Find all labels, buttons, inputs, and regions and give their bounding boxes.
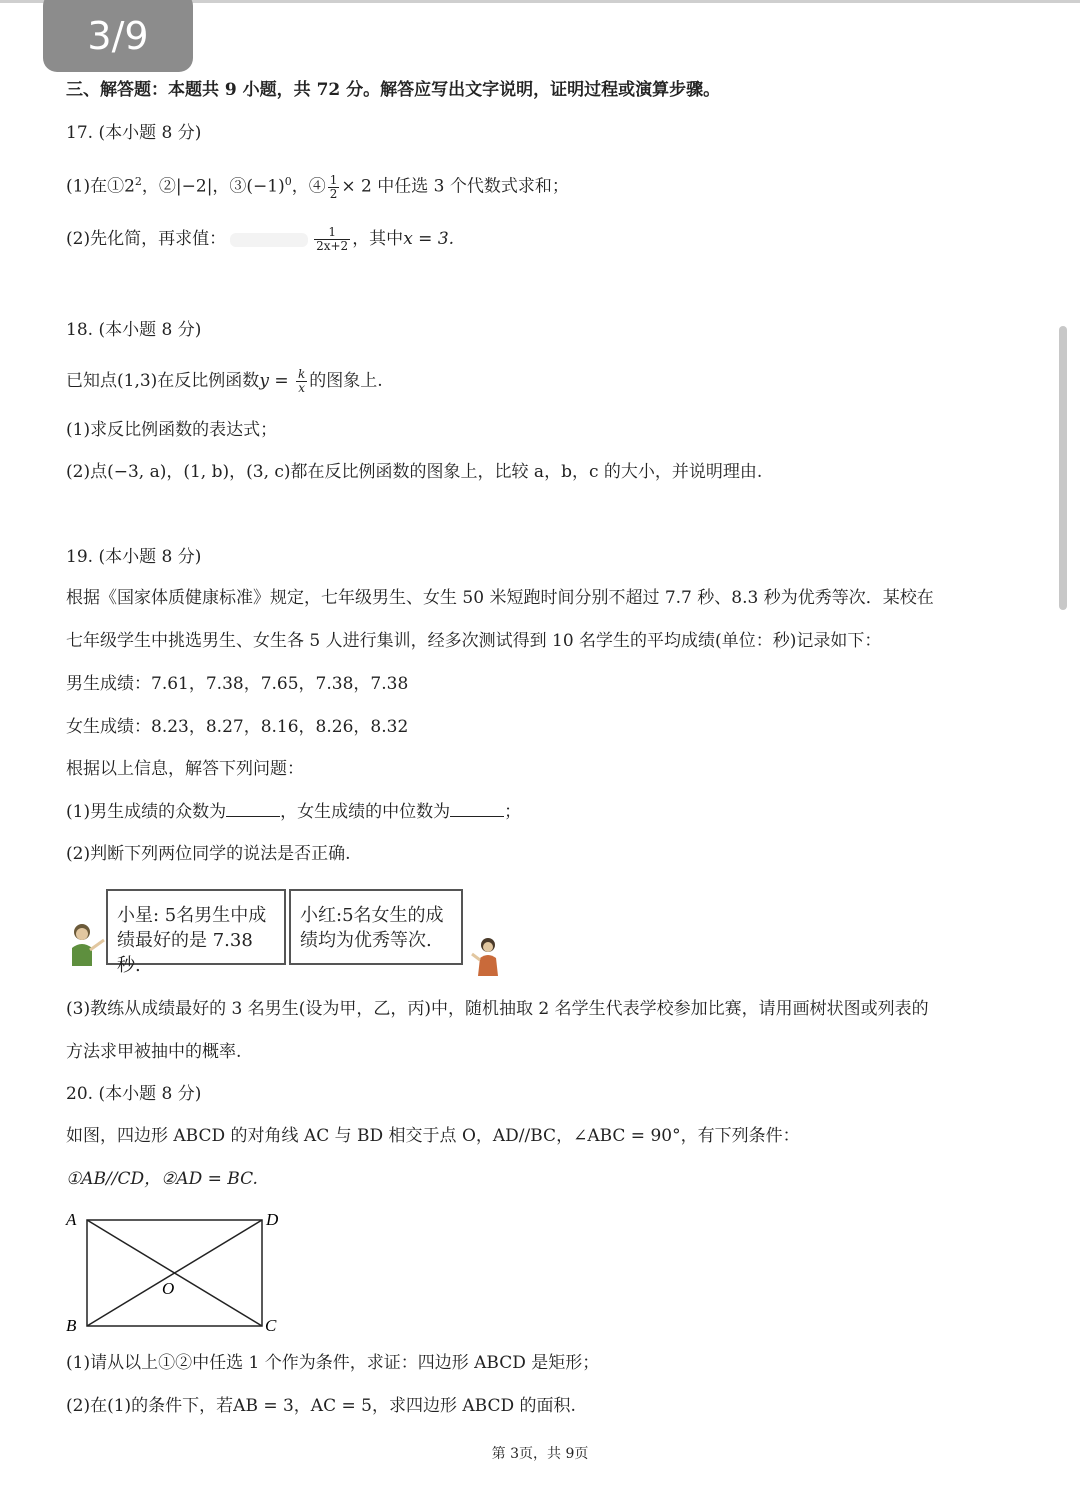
q19-boys-scores: 男生成绩：7.61，7.38，7.65，7.38，7.38 (66, 674, 409, 694)
blurred-expression (230, 233, 308, 247)
q19-part2: (2)判断下列两位同学的说法是否正确. (66, 844, 351, 864)
q19-intro-line1: 根据《国家体质健康标准》规定，七年级男生、女生 50 米短跑时间分别不超过 7.7 秒、8.3 秒为优秀等次．某校在 (66, 588, 934, 608)
q18-intro: 已知点(1,3)在反比例函数y = $\frac{k}{x}$ 的图象上. (66, 367, 383, 395)
rectangle-abcd-diagram (60, 1205, 300, 1340)
fraction-expression: $\frac{1}{2x+2}$ (316, 225, 349, 253)
label-b: B (66, 1316, 77, 1335)
q19-part1: (1)男生成绩的众数为 ，女生成绩的中位数为 ； (66, 802, 522, 822)
q17-header: 17. (本小题 8 分) (66, 123, 202, 143)
answer-blank-1 (226, 800, 280, 817)
scrollbar-thumb[interactable] (1059, 326, 1067, 610)
q20-intro: 如图，四边形 ABCD 的对角线 AC 与 BD 相交于点 O，AD//BC，∠ABC = 90°，有下列条件： (66, 1126, 800, 1146)
q20-conditions: ①AB//CD，②AD = BC. (66, 1169, 258, 1189)
section-title: 三、解答题：本题共 9 小题，共 72 分。解答应写出文字说明，证明过程或演算步骤。 (66, 80, 721, 100)
q20-header: 20. (本小题 8 分) (66, 1084, 202, 1104)
q20-part1: (1)请从以上①②中任选 1 个作为条件，求证：四边形 ABCD 是矩形； (66, 1353, 600, 1373)
answer-blank-2 (450, 800, 504, 817)
girl-figure-icon (470, 936, 504, 980)
label-c: C (265, 1316, 277, 1335)
page-indicator-badge: 3/9 (43, 0, 193, 72)
q20-part2: (2)在(1)的条件下，若AB = 3，AC = 5，求四边形 ABCD 的面积. (66, 1396, 576, 1416)
q19-intro-line2: 七年级学生中挑选男生、女生各 5 人进行集训，经多次测试得到 10 名学生的平均成绩(单位：秒)记录如下： (66, 631, 882, 651)
page-footer: 第 3页，共 9页 (491, 1446, 589, 1462)
boy-figure-icon (64, 920, 108, 970)
q19-ask: 根据以上信息，解答下列问题： (66, 759, 304, 779)
speech-bubble-xiaohong: 小红:5名女生的成 绩均为优秀等次. (289, 889, 463, 965)
q17-part1: (1)在$①2^2$，②|−2|，$③(-1)^0$，④ $\frac{1}{2}$ × 2 中任选 3 个代数式求和； (66, 172, 569, 201)
label-a: A (66, 1210, 77, 1229)
q19-part3-line2: 方法求甲被抽中的概率. (66, 1042, 242, 1062)
q19-girls-scores: 女生成绩：8.23，8.27，8.16，8.26，8.32 (66, 717, 409, 737)
q19-header: 19. (本小题 8 分) (66, 547, 202, 567)
fraction-k-over-x: $\frac{k}{x}$ (297, 367, 306, 395)
label-d: D (266, 1210, 279, 1229)
q17-part2: (2)先化简，再求值： $\frac{1}{2x+2}$ ，其中x = 3. (66, 225, 455, 253)
label-o: O (162, 1279, 175, 1298)
fraction-one-half: $\frac{1}{2}$ (329, 172, 338, 201)
q19-part3-line1: (3)教练从成绩最好的 3 名男生(设为甲，乙，丙)中，随机抽取 2 名学生代表学校参加比赛，请用画树状图或列表的 (66, 999, 929, 1019)
speech-bubble-xiaoxing: 小星: 5名男生中成 绩最好的是 7.38 秒. (106, 889, 286, 965)
q18-part2: (2)点(−3, a)，(1, b)，(3, c)都在反比例函数的图象上，比较 a，b，c 的大小，并说明理由. (66, 462, 763, 482)
q18-header: 18. (本小题 8 分) (66, 320, 202, 340)
q18-part1: (1)求反比例函数的表达式； (66, 420, 278, 440)
